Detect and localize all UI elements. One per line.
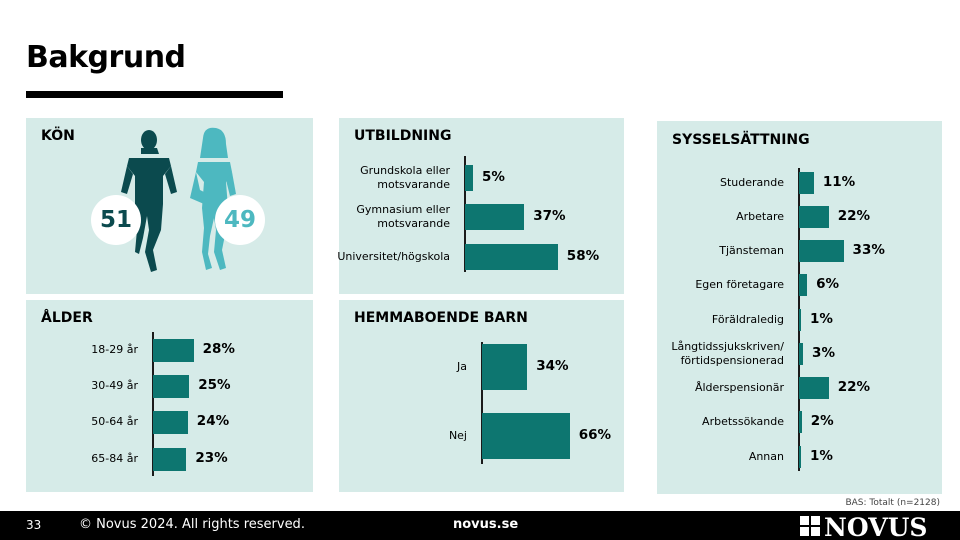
category-label-universitet-hogskola bbox=[337, 250, 450, 264]
value-label-30-49-ar: 25% bbox=[198, 377, 231, 393]
novus-logo bbox=[800, 514, 940, 538]
page-title: Bakgrund bbox=[26, 40, 186, 75]
category-label-18-29-ar bbox=[91, 343, 138, 357]
bar-langtidssjukskriven-fortidspensionerad bbox=[799, 343, 803, 365]
value-label-ja: 34% bbox=[536, 358, 569, 374]
value-label-universitet-hogskola: 58% bbox=[566, 248, 600, 264]
bar-65-84-ar bbox=[153, 448, 186, 471]
category-label-line: 18-29 år bbox=[91, 343, 138, 356]
bar-arbetssokande bbox=[799, 411, 802, 433]
category-label-studerande bbox=[720, 176, 784, 190]
category-label-30-49-ar bbox=[91, 379, 138, 393]
category-label-alderspensionar bbox=[695, 381, 784, 395]
category-label-line: förtidspensionerad bbox=[680, 354, 784, 367]
value-label-annan: 1% bbox=[810, 448, 833, 464]
bar-arbetare bbox=[799, 206, 829, 228]
category-label-line: Grundskola eller bbox=[360, 164, 450, 177]
category-label-50-64-ar bbox=[91, 415, 138, 429]
category-label-line: Annan bbox=[748, 450, 784, 463]
bar-30-49-ar bbox=[153, 375, 189, 398]
value-label-18-29-ar: 28% bbox=[202, 341, 235, 357]
panel-title-gender: KÖN bbox=[41, 128, 75, 144]
value-label-gymnasium-eller-motsvarande: 37% bbox=[533, 208, 566, 224]
category-label-line: motsvarande bbox=[377, 217, 450, 230]
category-label-line: Ja bbox=[457, 360, 467, 373]
panel-title-occupation: SYSSELSÄTTNING bbox=[672, 132, 810, 148]
category-label-line: motsvarande bbox=[377, 178, 450, 191]
category-label-ja bbox=[457, 360, 467, 374]
bar-18-29-ar bbox=[153, 339, 194, 362]
category-label-line: Gymnasium eller bbox=[356, 203, 450, 216]
footer bbox=[0, 511, 960, 540]
category-label-arbetssokande bbox=[702, 415, 784, 429]
category-label-nej bbox=[449, 429, 467, 443]
copyright: © Novus 2024. All rights reserved. bbox=[79, 517, 305, 532]
value-label-arbetssokande: 2% bbox=[810, 413, 834, 429]
panel-title-children: HEMMABOENDE BARN bbox=[354, 310, 528, 326]
category-label-line: 65-84 år bbox=[91, 452, 138, 465]
category-label-line: Egen företagare bbox=[695, 278, 784, 291]
value-label-tjansteman: 33% bbox=[852, 242, 885, 258]
panel-title-age: ÅLDER bbox=[41, 310, 93, 326]
category-label-grundskola-eller-motsvarande bbox=[360, 164, 450, 192]
value-label-50-64-ar: 24% bbox=[196, 413, 230, 429]
category-label-line: Ålderspensionär bbox=[694, 381, 784, 394]
bar-studerande bbox=[799, 172, 814, 194]
panel-age bbox=[26, 300, 313, 492]
bar-grundskola-eller-motsvarande bbox=[465, 165, 473, 191]
category-label-line: Nej bbox=[448, 429, 467, 442]
category-label-line: 30-49 år bbox=[91, 379, 138, 392]
category-label-line: Arbetare bbox=[736, 210, 784, 223]
panel-education bbox=[339, 118, 624, 294]
category-label-line: Universitet/högskola bbox=[337, 250, 450, 263]
male-percentage: 51 bbox=[91, 195, 141, 245]
category-label-line: Föräldraledig bbox=[711, 313, 784, 326]
category-label-line: Tjänsteman bbox=[719, 244, 784, 257]
title-underline bbox=[26, 91, 283, 98]
value-label-arbetare: 22% bbox=[837, 208, 871, 224]
category-label-arbetare bbox=[736, 210, 784, 224]
category-label-annan bbox=[749, 450, 784, 464]
value-label-langtidssjukskriven-fortidspensionerad: 3% bbox=[812, 345, 835, 361]
bar-egen-foretagare bbox=[799, 274, 807, 296]
category-label-egen-foretagare bbox=[695, 278, 784, 292]
category-label-langtidssjukskriven-fortidspensionerad bbox=[671, 340, 784, 368]
value-label-alderspensionar: 22% bbox=[837, 379, 871, 395]
page-number: 33 bbox=[26, 518, 42, 532]
panel-children bbox=[339, 300, 624, 492]
value-label-foraldraledig: 1% bbox=[810, 311, 833, 327]
bar-tjansteman bbox=[799, 240, 844, 262]
category-label-line: 50-64 år bbox=[91, 415, 138, 428]
bar-annan bbox=[799, 446, 801, 468]
bar-50-64-ar bbox=[153, 411, 188, 434]
bar-alderspensionar bbox=[799, 377, 829, 399]
category-label-line: Arbetssökande bbox=[702, 415, 784, 428]
panel-title-education: UTBILDNING bbox=[354, 128, 452, 144]
category-label-65-84-ar bbox=[91, 452, 138, 466]
category-label-tjansteman bbox=[719, 244, 784, 258]
bar-foraldraledig bbox=[799, 309, 801, 331]
value-label-studerande: 11% bbox=[822, 174, 856, 190]
base-note: BAS: Totalt (n=2128) bbox=[845, 498, 940, 508]
category-label-foraldraledig bbox=[712, 313, 784, 327]
bar-ja bbox=[482, 344, 527, 390]
website-link[interactable]: novus.se bbox=[453, 517, 519, 532]
category-label-line: Studerande bbox=[719, 176, 784, 189]
female-percentage: 49 bbox=[215, 195, 265, 245]
category-label-gymnasium-eller-motsvarande bbox=[356, 203, 450, 231]
value-label-grundskola-eller-motsvarande: 5% bbox=[482, 169, 505, 185]
value-label-65-84-ar: 23% bbox=[195, 450, 228, 466]
value-label-nej: 66% bbox=[578, 427, 612, 443]
panel-occupation bbox=[657, 121, 942, 494]
panel-gender bbox=[26, 118, 313, 294]
bar-nej bbox=[482, 413, 570, 459]
bar-universitet-hogskola bbox=[465, 244, 558, 270]
category-label-line: Långtidssjukskriven/ bbox=[671, 340, 784, 353]
bar-gymnasium-eller-motsvarande bbox=[465, 204, 524, 230]
svg-text:NOVUS: NOVUS bbox=[824, 514, 928, 538]
value-label-egen-foretagare: 6% bbox=[816, 276, 840, 292]
